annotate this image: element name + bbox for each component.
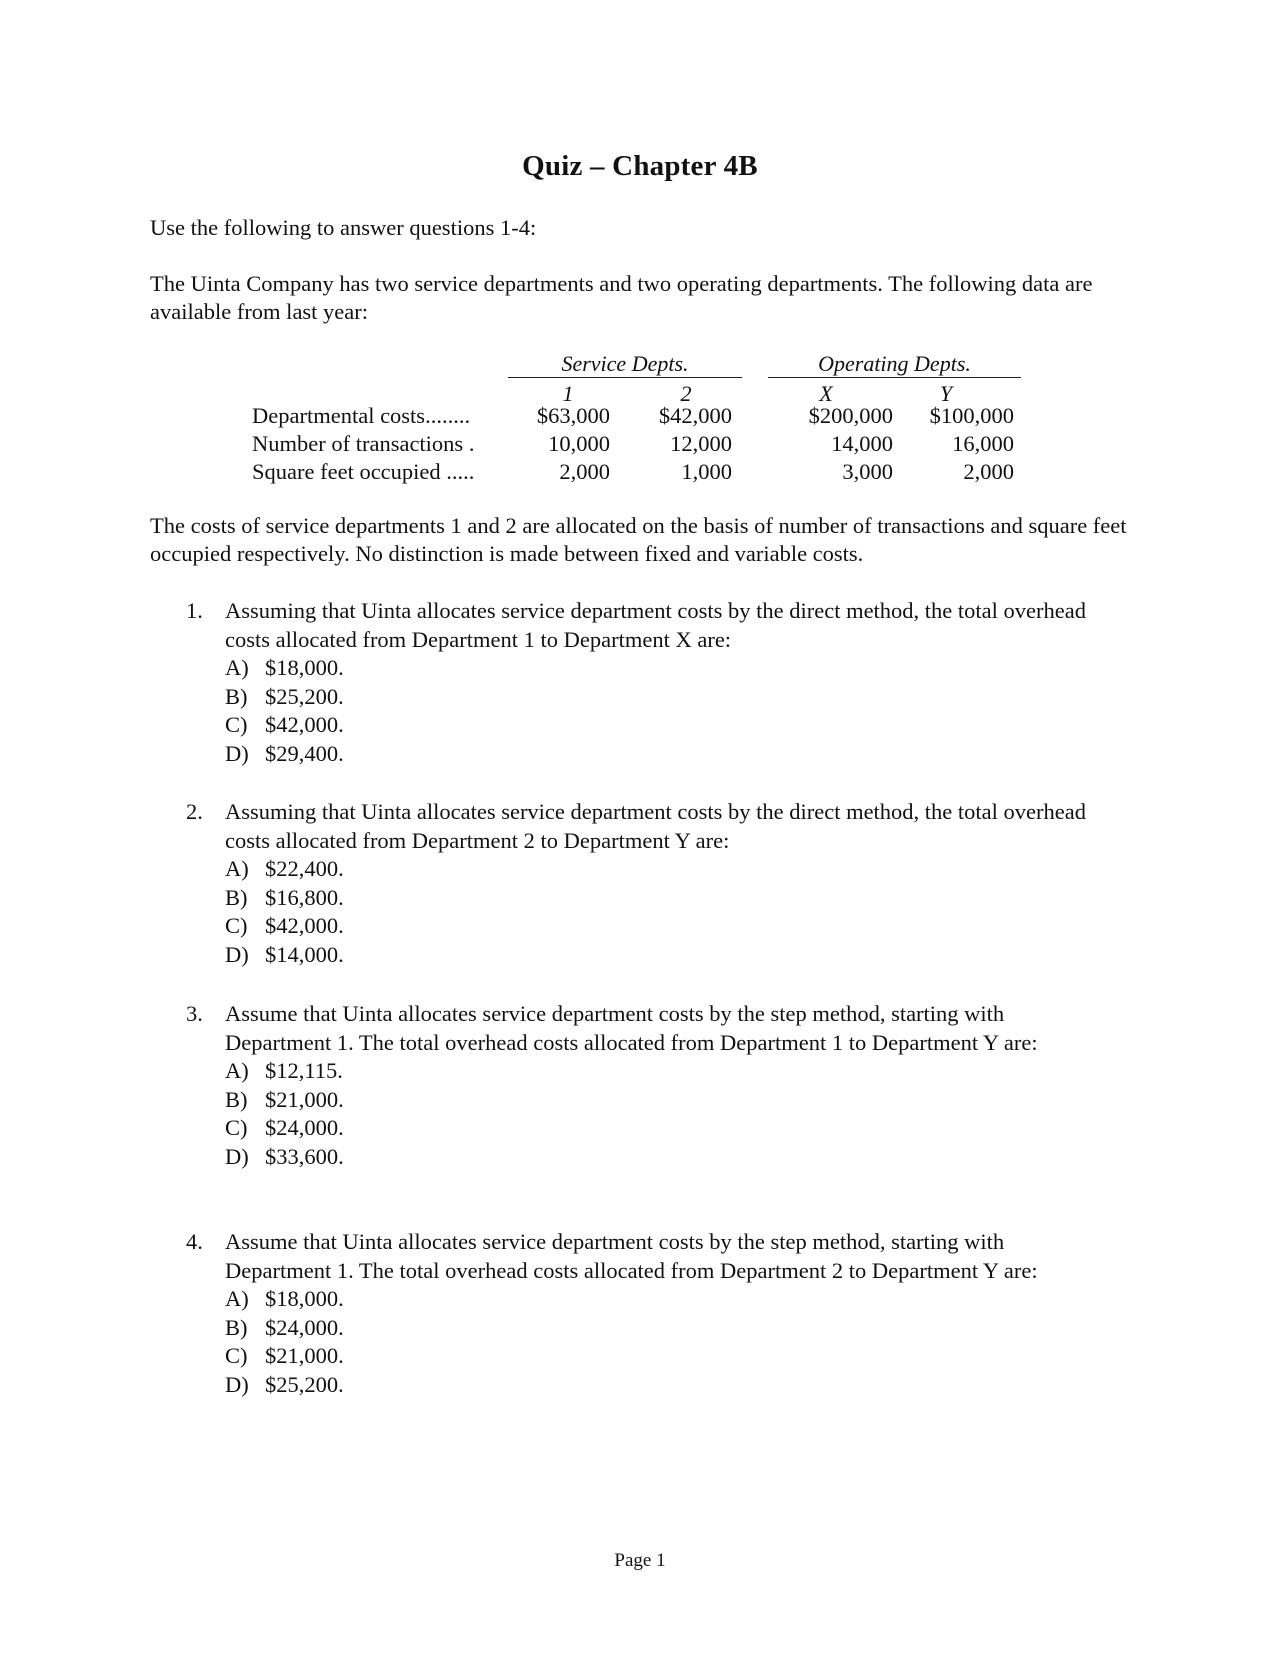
question-number: 4. (186, 1229, 203, 1254)
table-row-number-of-transactions (0, 431, 1280, 459)
cell-dept-2: 1,000 (681, 459, 732, 484)
question-text: Assume that Uinta allocates service department costs by the step method, starting with Department 1. The total overhead costs allocated from Department 2 to Department Y are: (225, 1229, 1038, 1283)
question-number: 2. (186, 799, 203, 824)
intro-text: Use the following to answer questions 1-4: (150, 215, 537, 240)
column-header-1: 1 (562, 381, 574, 406)
cell-dept-2: 12,000 (670, 431, 732, 456)
allocation-basis-text: The costs of service departments 1 and 2 are allocated on the basis of number of transactions and square feet occupied respectively. No distinction is made between fixed and variable costs. (150, 513, 1127, 566)
table-row-square-feet-occupied (0, 459, 1280, 487)
service-header-rule (508, 377, 742, 378)
cell-dept-y: $100,000 (929, 403, 1014, 428)
question-text: Assuming that Uinta allocates service department costs by the direct method, the total overhead costs allocated from Department 1 to Department X are: (225, 598, 1086, 652)
cell-dept-2: $42,000 (658, 403, 732, 428)
answer-option-b: B) $24,000. (225, 1314, 344, 1340)
question-text: Assuming that Uinta allocates service department costs by the direct method, the total overhead costs allocated from Department 2 to Department Y are: (225, 799, 1086, 853)
cell-dept-y: 16,000 (952, 431, 1014, 456)
description-text: The Uinta Company has two service departments and two operating departments. The following data are available from last year: (150, 271, 1093, 324)
cell-dept-1: $63,000 (536, 403, 610, 428)
answer-option-b: B) $16,800. (225, 884, 344, 910)
row-label: Square feet occupied ..... (252, 459, 475, 484)
row-label: Departmental costs........ (252, 403, 471, 428)
answer-option-b: B) $25,200. (225, 683, 344, 709)
answer-option-d: D) $29,400. (225, 740, 344, 766)
question-3 (186, 1000, 1106, 1171)
answer-option-c: C) $24,000. (225, 1115, 344, 1140)
question-2 (186, 798, 1106, 969)
row-label: Number of transactions . (252, 431, 475, 456)
operating-header-rule (768, 377, 1021, 378)
answer-option-d: D) $25,200. (225, 1371, 344, 1397)
page-title: Quiz – Chapter 4B (522, 150, 758, 182)
answer-option-d: D) $33,600. (225, 1143, 344, 1169)
operating-depts-header: Operating Depts. (818, 351, 971, 376)
question-number: 1. (186, 598, 203, 623)
cell-dept-1: 2,000 (559, 459, 610, 484)
answer-option-d: D) $14,000. (225, 941, 344, 967)
answer-option-c: C) $21,000. (225, 1343, 344, 1368)
cell-dept-x: 3,000 (842, 459, 893, 484)
cell-dept-1: 10,000 (548, 431, 610, 456)
answer-option-a: A) $18,000. (225, 655, 344, 680)
column-header-x: X (819, 381, 833, 406)
cell-dept-y: 2,000 (963, 459, 1014, 484)
answer-option-c: C) $42,000. (225, 913, 344, 938)
column-header-2: 2 (680, 381, 692, 406)
answer-option-a: A) $12,115. (225, 1058, 343, 1083)
answer-option-b: B) $21,000. (225, 1086, 344, 1112)
page-number: Page 1 (614, 1550, 666, 1571)
answer-option-a: A) $22,400. (225, 856, 344, 881)
column-header-y: Y (939, 381, 953, 406)
answer-option-c: C) $42,000. (225, 712, 344, 737)
question-4 (186, 1228, 1106, 1399)
cell-dept-x: $200,000 (808, 403, 893, 428)
question-1 (186, 597, 1106, 768)
question-text: Assume that Uinta allocates service department costs by the step method, starting with Department 1. The total overhead costs allocated from Department 1 to Department Y are: (225, 1001, 1038, 1055)
question-number: 3. (186, 1001, 203, 1026)
cell-dept-x: 14,000 (831, 431, 893, 456)
table-row-departmental-costs (0, 403, 1280, 431)
answer-option-a: A) $18,000. (225, 1286, 344, 1311)
service-depts-header: Service Depts. (561, 351, 689, 376)
